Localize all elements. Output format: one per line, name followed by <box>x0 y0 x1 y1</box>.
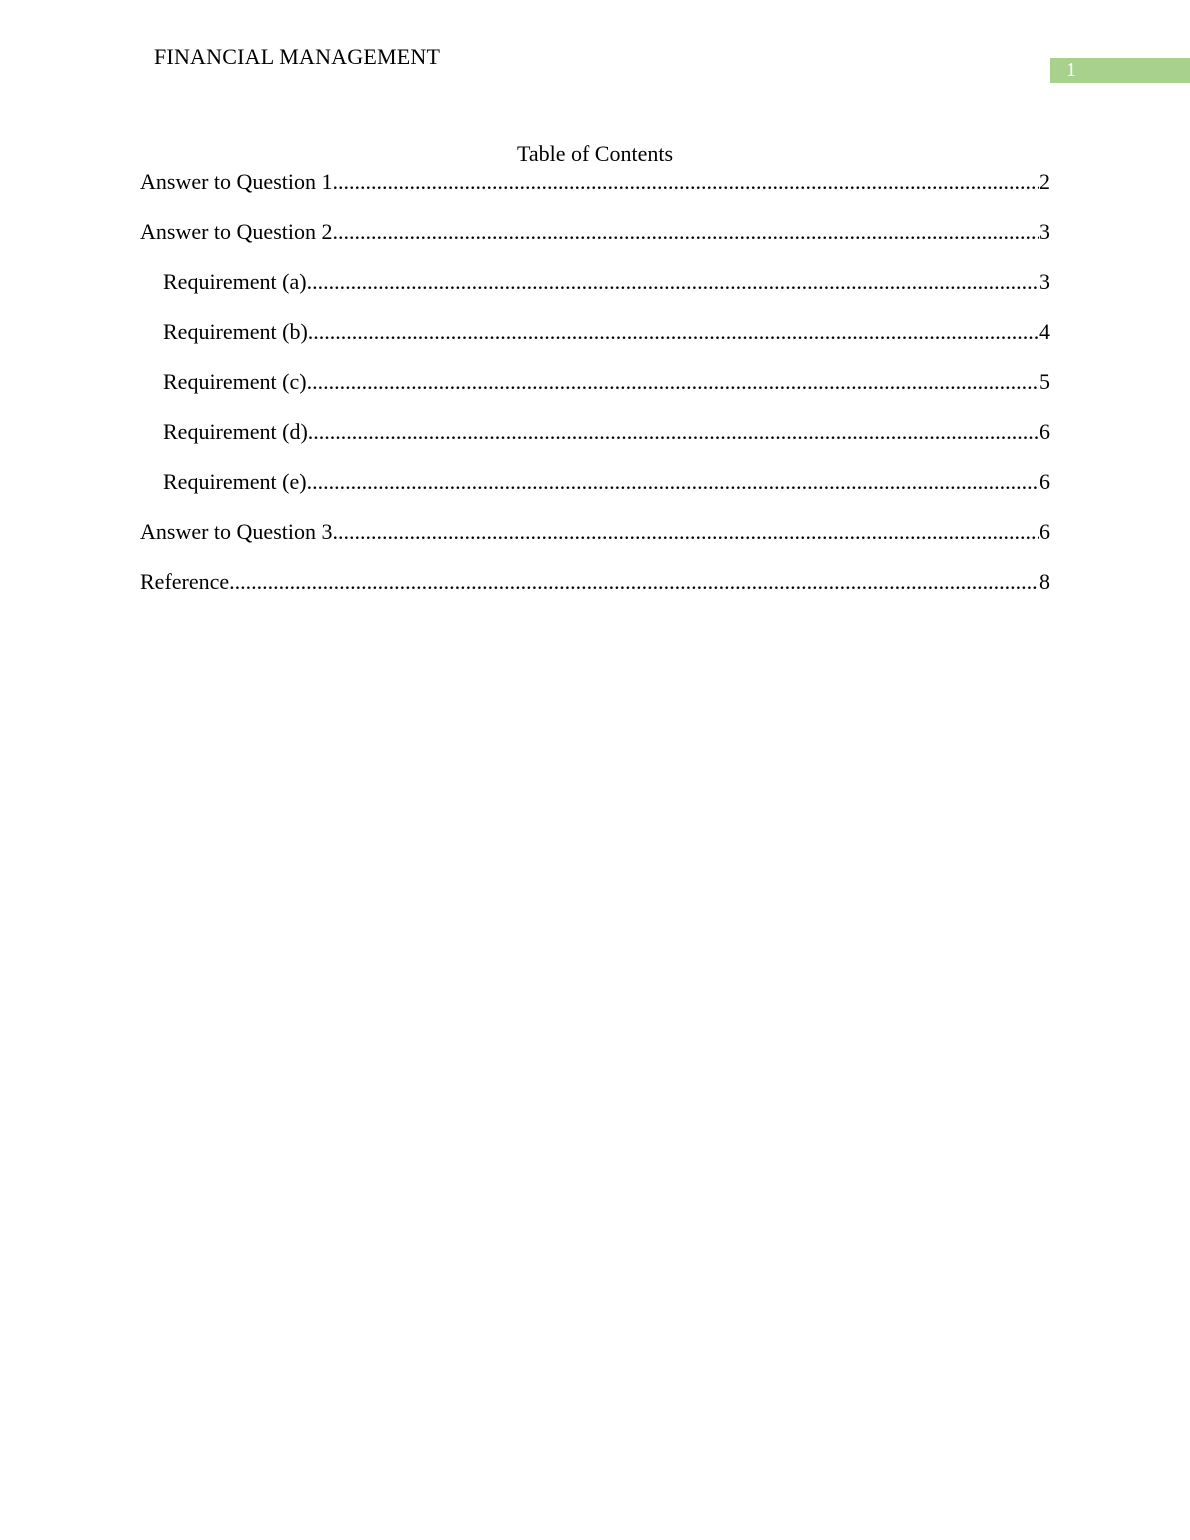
toc-entry-answer-question-1[interactable] <box>140 168 1050 218</box>
toc-entry-reference[interactable] <box>140 568 1050 618</box>
toc-entry-requirement-d[interactable] <box>140 418 1050 468</box>
toc-entry-label: Requirement (b) <box>163 319 308 344</box>
toc-entry-answer-question-2[interactable] <box>140 218 1050 268</box>
toc-entry-page: 6 <box>1039 469 1050 494</box>
toc-entry-requirement-a[interactable] <box>140 268 1050 318</box>
toc-entry-label: Requirement (e) <box>163 469 307 494</box>
toc-dot-leader <box>308 418 1039 446</box>
toc-dot-leader <box>332 168 1039 196</box>
toc-entry-requirement-c[interactable] <box>140 368 1050 418</box>
toc-entry-page: 8 <box>1039 569 1050 594</box>
toc-entry-label: Requirement (a) <box>163 269 307 294</box>
toc-entry-page: 2 <box>1039 169 1050 194</box>
toc-entry-page: 5 <box>1039 369 1050 394</box>
toc-entry-page: 3 <box>1039 269 1050 294</box>
toc-dot-leader <box>307 468 1039 496</box>
toc-entry-label: Answer to Question 2 <box>140 219 333 244</box>
toc-entry-requirement-b[interactable] <box>140 318 1050 368</box>
toc-entry-label: Answer to Question 1 <box>140 169 333 194</box>
toc-heading: Table of Contents <box>516 141 674 166</box>
toc-dot-leader <box>307 268 1039 296</box>
toc-dot-leader <box>308 318 1039 346</box>
toc-entry-page: 6 <box>1039 419 1050 444</box>
toc-entry-page: 3 <box>1039 219 1050 244</box>
running-header-title: FINANCIAL MANAGEMENT <box>154 44 441 69</box>
toc-entry-label: Answer to Question 3 <box>140 519 333 544</box>
page-number: 1 <box>1066 59 1076 81</box>
table-of-contents <box>140 168 1050 618</box>
toc-entry-label: Requirement (c) <box>163 369 307 394</box>
toc-entry-page: 6 <box>1039 519 1050 544</box>
toc-entry-label: Reference <box>140 569 230 594</box>
toc-entry-page: 4 <box>1039 319 1050 344</box>
toc-entry-answer-question-3[interactable] <box>140 518 1050 568</box>
toc-dot-leader <box>307 368 1039 396</box>
toc-entry-requirement-e[interactable] <box>140 468 1050 518</box>
toc-dot-leader <box>229 568 1039 596</box>
toc-entry-label: Requirement (d) <box>163 419 308 444</box>
page-number-badge <box>1050 58 1190 83</box>
toc-dot-leader <box>332 518 1039 546</box>
toc-dot-leader <box>332 218 1039 246</box>
